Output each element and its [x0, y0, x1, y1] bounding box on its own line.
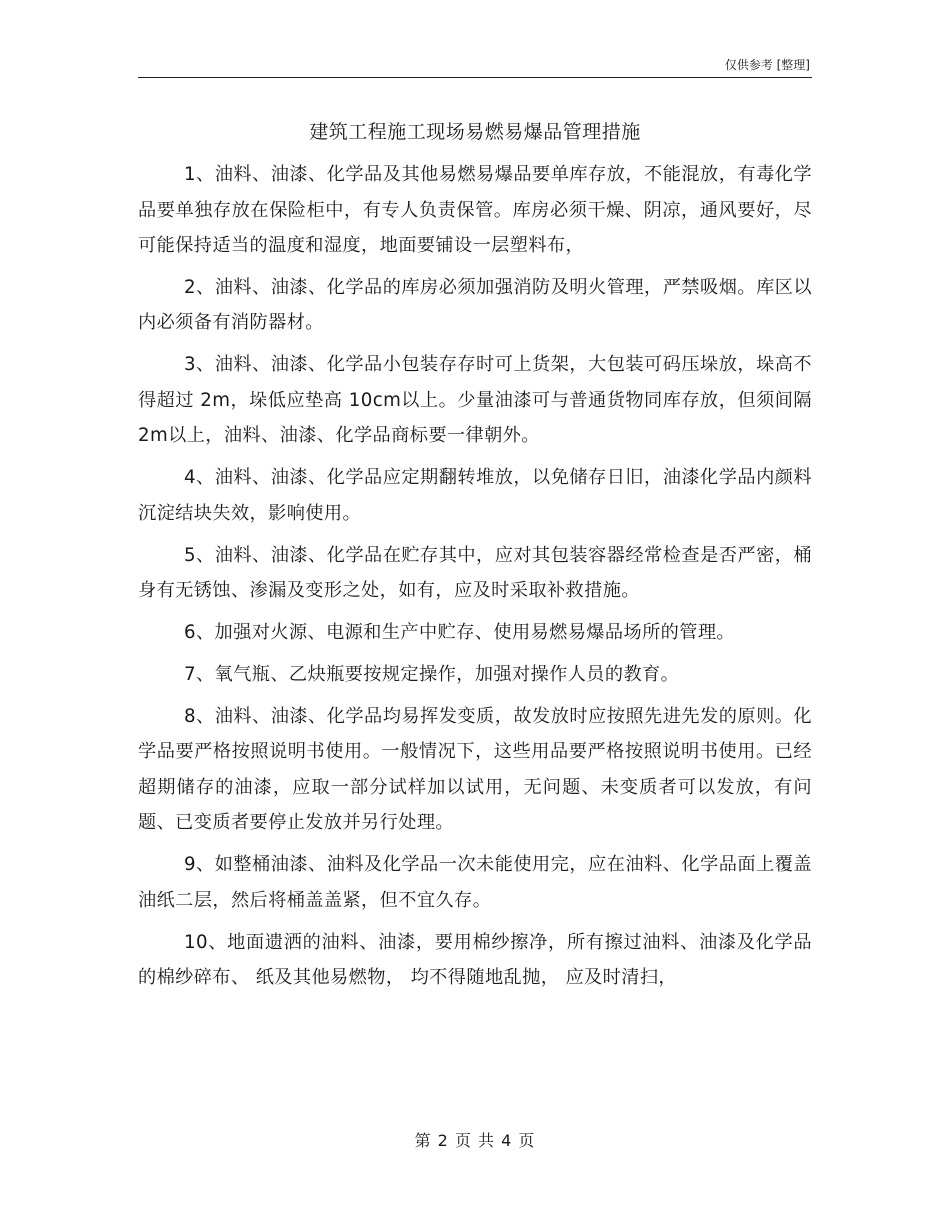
paragraph-4: 4、油料、油漆、化学品应定期翻转堆放，以免储存日旧，油漆化学品内颜料沉淀结块失效，影响使用。: [138, 467, 812, 524]
header-rule: [138, 77, 812, 78]
paragraph-8: 8、油料、油漆、化学品均易挥发变质，故发放时应按照先进先发的原则。化学品要严格按照说明书使用。一般情况下，这些用品要严格按照说明书使用。已经超期储存的油漆，应取一部分试样加以试用，无问题、未变质者可以发放，有问题、已变质者要停止发放并另行处理。: [138, 705, 812, 834]
paragraph-10: 10、地面遗洒的油料、油漆，要用棉纱擦净，所有擦过油料、油漆及化学品的棉纱碎布、 纸及其他易燃物， 均不得随地乱抛， 应及时清扫，: [138, 931, 812, 989]
document-body: [138, 157, 812, 1002]
paragraph-9: 9、如整桶油漆、油料及化学品一次未能使用完，应在油料、化学品面上覆盖油纸二层，然后将桶盖盖紧，但不宜久存。: [138, 854, 812, 911]
paragraph-7: 7、氧气瓶、乙炔瓶要按规定操作，加强对操作人员的教育。: [184, 663, 680, 685]
paragraph-1: 1、油料、油漆、化学品及其他易燃易爆品要单库存放，不能混放，有毒化学品要单独存放在保险柜中，有专人负责保管。库房必须干燥、阴凉，通风要好，尽可能保持适当的温度和湿度，地面要铺设一层塑料布，: [138, 164, 812, 256]
page-number: 第 2 页 共 4 页: [414, 1131, 536, 1150]
paragraph-5: 5、油料、油漆、化学品在贮存其中，应对其包装容器经常检查是否严密，桶身有无锈蚀、渗漏及变形之处，如有，应及时采取补救措施。: [138, 544, 812, 602]
paragraph-6: 6、加强对火源、电源和生产中贮存、使用易燃易爆品场所的管理。: [184, 621, 736, 643]
paragraph-3: 3、油料、油漆、化学品小包装存存时可上货架，大包装可码压垛放，垛高不得超过 2m，垛低应垫高 10cm以上。少量油漆可与普通货物同库存放，但须间隔 2m以上，油料、油漆、化学品商标要一律朝外。: [138, 354, 812, 447]
paragraph-2: 2、油料、油漆、化学品的库房必须加强消防及明火管理，严禁吸烟。库区以内必须备有消防器材。: [138, 276, 812, 334]
header-note: 仅供参考 [整理]: [724, 58, 810, 72]
document-title: 建筑工程施工现场易燃易爆品管理措施: [309, 121, 641, 143]
